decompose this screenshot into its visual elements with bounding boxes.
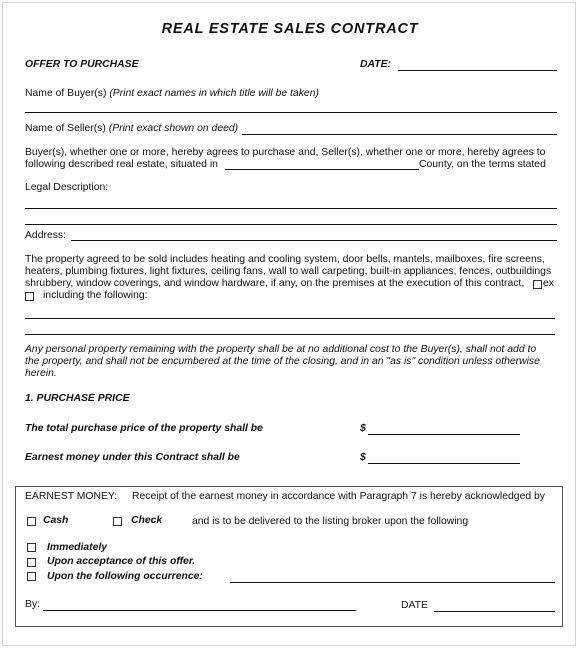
address-field[interactable] [71, 240, 557, 241]
property-line-3: shrubbery, window coverings, and window hardware, if any, on the premises at the execution of this contract, [25, 278, 525, 289]
earnest-money-currency: $ [360, 452, 366, 463]
legal-description-line-1[interactable] [25, 208, 557, 209]
purchase-price-field[interactable] [368, 434, 520, 435]
seller-name-field[interactable] [242, 134, 557, 135]
offer-heading: OFFER TO PURCHASE [25, 59, 139, 70]
agreement-line-1: Buyer(s), whether one or more, hereby agrees to purchase and, Seller(s), whether one or more, hereby agrees to [25, 147, 546, 158]
upon-occurrence-checkbox[interactable] [27, 572, 36, 581]
agreement-line-2b: County, on the terms stated [419, 159, 546, 170]
by-label: By: [25, 599, 41, 610]
seller-label: Name of Seller(s) (Print exact shown on deed) [25, 123, 239, 134]
by-signature-field[interactable] [43, 610, 356, 611]
personal-property-line-3: herein. [25, 368, 57, 379]
check-label: Check [131, 515, 163, 526]
included-items-line-1[interactable] [25, 318, 555, 319]
occurrence-field[interactable] [230, 582, 555, 583]
property-line-1: The property agreed to be sold includes heating and cooling system, door bells, mantels, mailboxes, fire screens, [25, 254, 545, 265]
purchase-price-heading: 1. PURCHASE PRICE [25, 393, 130, 404]
exclusions-checkbox[interactable] [533, 280, 542, 289]
immediately-checkbox[interactable] [27, 543, 36, 552]
personal-property-line-2: the property, and shall not be encumbered at the time of the closing, and in an "as is" condition unless otherwise [25, 356, 540, 367]
property-line-4: including the following: [43, 290, 148, 301]
property-line-2: heaters, plumbing fixtures, light fixtures, ceiling fans, wall to wall carpeting, built-in appliances, fences, outbuildings [25, 266, 552, 277]
agreement-line-2a: following described real estate, situated in [25, 159, 218, 170]
address-label: Address: [25, 230, 67, 241]
included-items-line-2[interactable] [25, 334, 555, 335]
date-field[interactable] [398, 70, 557, 71]
delivery-text: and is to be delivered to the listing broker upon the following [192, 516, 469, 527]
earnest-money-label: Earnest money under this Contract shall be [25, 452, 240, 463]
box-date-label: DATE [401, 600, 428, 611]
legal-description-label: Legal Description: [25, 182, 109, 193]
page-title: REAL ESTATE SALES CONTRACT [161, 21, 419, 37]
earnest-receipt-text: Receipt of the earnest money in accordance with Paragraph 7 is hereby acknowledged by [132, 491, 545, 502]
county-field[interactable] [225, 169, 419, 170]
personal-property-line-1: Any personal property remaining with the property shall be at no additional cost to the Buyer(s), shall not add to [25, 344, 537, 355]
immediately-label: Immediately [47, 542, 108, 553]
cash-checkbox[interactable] [27, 517, 36, 526]
inclusions-checkbox[interactable] [25, 292, 34, 301]
buyer-label: Name of Buyer(s) (Print exact names in which title will be taken) [25, 88, 319, 99]
purchase-price-currency: $ [360, 423, 366, 434]
earnest-money-field[interactable] [368, 463, 520, 464]
legal-description-line-2[interactable] [25, 224, 557, 225]
earnest-box-label: EARNEST MONEY: [25, 491, 118, 502]
buyer-name-field[interactable] [25, 112, 557, 113]
upon-acceptance-checkbox[interactable] [27, 558, 36, 567]
check-checkbox[interactable] [113, 517, 122, 526]
property-line-3-tail: ex [543, 278, 554, 289]
date-label: DATE: [360, 59, 391, 70]
upon-acceptance-label: Upon acceptance of this offer. [47, 556, 196, 567]
box-date-field[interactable] [434, 611, 555, 612]
cash-label: Cash [43, 515, 69, 526]
purchase-price-label: The total purchase price of the property shall be [25, 423, 263, 434]
upon-occurrence-label: Upon the following occurrence: [47, 571, 203, 582]
